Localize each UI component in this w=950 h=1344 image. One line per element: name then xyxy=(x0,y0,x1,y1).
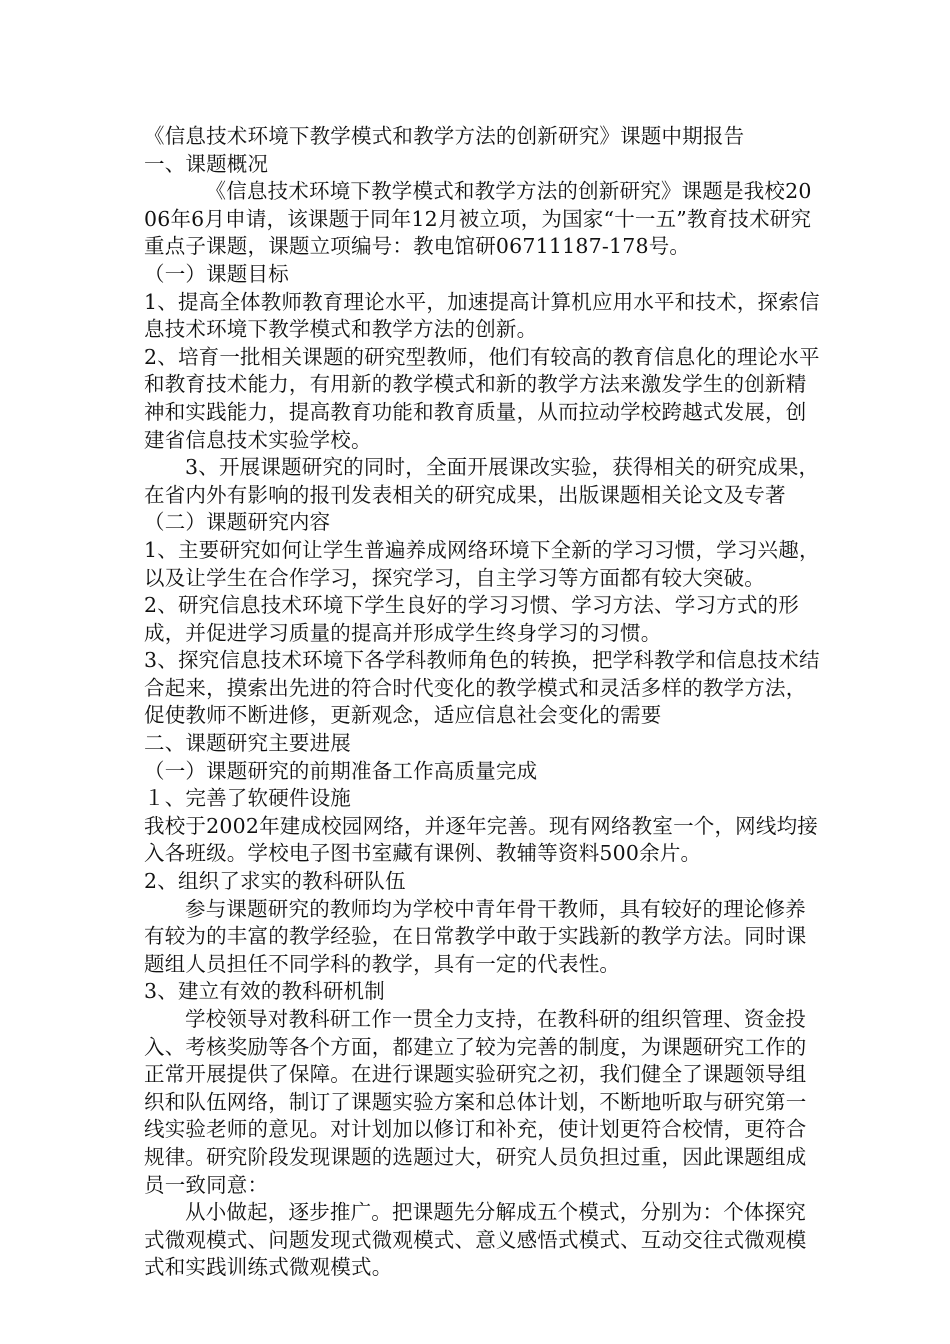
subsection-heading-goals: （一）课题目标 xyxy=(144,261,289,286)
progress-item-2-heading: 2、组织了求实的教科研队伍 xyxy=(144,869,406,894)
progress-item-3-text: 学校领导对教科研工作一贯全力支持，在教科研的组织管理、资金投入、考核奖励等各个方面，都建立了较为完善的制度，为课题研究工作的正常开展提供了保障。在进行课题实验研究之初，我们健全了课题领导组织和队伍网络，制订了课题实验方案和总体计划，不断地听取与研究第一线实验老师的意见。对计划加以修订和补充，使计划更符合校情，更符合规律。研究阶段发现课题的选题过大，研究人员负担过重，因此课题组成员一致同意： xyxy=(144,1007,807,1197)
subsection-heading-content: （二）课题研究内容 xyxy=(144,510,331,535)
goal-item-2: 2、培育一批相关课题的研究型教师，他们有较高的教育信息化的理论水平和教育技术能力，有用新的教学模式和新的教学方法来激发学生的创新精神和实践能力，提高教育功能和教育质量，从而拉动学校跨越式发展，创建省信息技术实验学校。 xyxy=(144,344,820,452)
subsection-heading-preparation: （一）课题研究的前期准备工作高质量完成 xyxy=(144,758,538,783)
progress-item-1-text: 我校于2002年建成校园网络，并逐年完善。现有网络教室一个，网线均接入各班级。学校电子图书室藏有课例、教辅等资料500余片。 xyxy=(144,813,818,866)
progress-item-1-heading: １、完善了软硬件设施 xyxy=(144,786,351,811)
section-heading-overview: 一、课题概况 xyxy=(144,151,269,176)
document-body xyxy=(144,123,820,1282)
goal-item-1: 1、提高全体教师教育理论水平，加速提高计算机应用水平和技术，探索信息技术环境下教学模式和教学方法的创新。 xyxy=(144,289,820,342)
progress-item-2-text: 参与课题研究的教师均为学校中青年骨干教师，具有较好的理论修养有较为的丰富的教学经验，在日常教学中敢于实践新的教学方法。同时课题组人员担任不同学科的教学，具有一定的代表性。 xyxy=(144,896,807,976)
progress-item-3-heading: 3、建立有效的教科研机制 xyxy=(144,979,385,1004)
content-item-1: 1、主要研究如何让学生普遍养成网络环境下全新的学习习惯，学习兴趣，以及让学生在合作学习，探究学习，自主学习等方面都有较大突破。 xyxy=(144,537,820,590)
section-heading-progress: 二、课题研究主要进展 xyxy=(144,731,351,756)
report-title: 《信息技术环境下教学模式和教学方法的创新研究》课题中期报告 xyxy=(144,124,745,148)
content-item-2: 2、研究信息技术环境下学生良好的学习习惯、学习方法、学习方式的形成，并促进学习质量的提高并形成学生终身学习的习惯。 xyxy=(144,593,799,645)
content-item-3: 3、探究信息技术环境下各学科教师角色的转换，把学科教学和信息技术结合起来，摸索出先进的符合时代变化的教学模式和灵活多样的教学方法，促使教师不断进修，更新观念，适应信息社会变化的需要 xyxy=(144,648,820,728)
goal-item-3: 3、开展课题研究的同时，全面开展课改实验，获得相关的研究成果，在省内外有影响的报刊发表相关的研究成果，出版课题相关论文及专著 xyxy=(144,455,820,507)
progress-item-3-continued: 从小做起，逐步推广。把课题先分解成五个模式，分别为：个体探究式微观模式、问题发现式微观模式、意义感悟式模式、互动交往式微观模式和实践训练式微观模式。 xyxy=(144,1200,807,1280)
overview-paragraph: 《信息技术环境下教学模式和教学方法的创新研究》课题是我校2006年6月申请，该课题于同年12月被立项，为国家“十一五”教育技术研究重点子课题，课题立项编号：教电馆研06711187-178号。 xyxy=(144,179,812,259)
